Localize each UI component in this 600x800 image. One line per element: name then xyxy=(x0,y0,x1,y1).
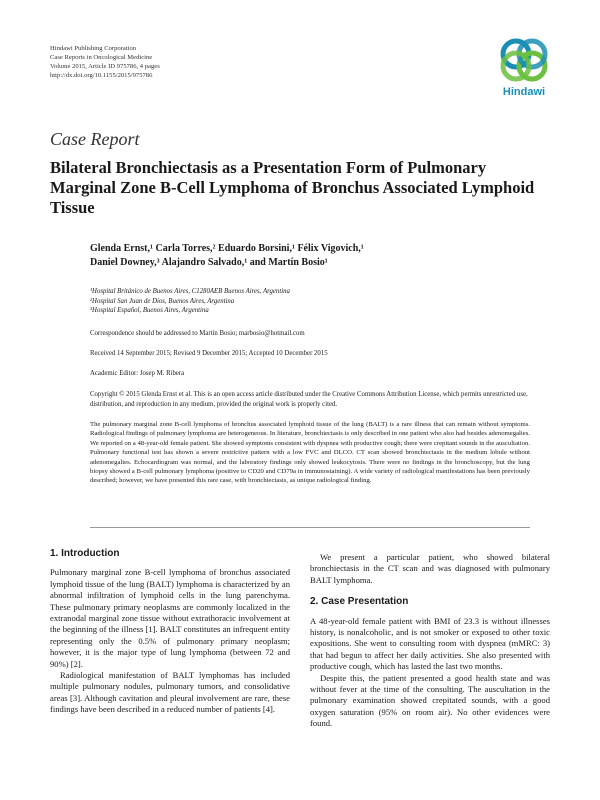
copyright-notice: Copyright © 2015 Glenda Ernst et al. This is an open access article distributed under the Creative Commons Attribution License, which permits unrestricted use, distribution, and reproduction in any medium, provided the original work is properly cited. xyxy=(90,391,528,408)
article-type: Case Report xyxy=(50,129,140,149)
authors-line-1: Glenda Ernst,¹ Carla Torres,² Eduardo Borsini,¹ Félix Vigovich,¹ xyxy=(90,243,364,254)
intro-paragraph-1: Pulmonary marginal zone B-cell lymphoma of bronchus associated lymphoid tissue of the lung (BALT) lymphoma is characterized by an abnormal infiltration of lymphoid cells in the lung parenchyma. These pulmonary primary neoplasms are commonly localized in the extranodal marginal zone tissue without extrathoracic involvement at the beginning of the illness [1]. BALT constitutes an infrequent entity representing only the 0.5% of pulmonary primary neoplasm; however, it is the major type of lung lymphoma (between 72 and 90%) [2]. xyxy=(50,567,290,669)
publisher: Hindawi Publishing Corporation xyxy=(50,45,137,52)
intro-paragraph-2: Radiological manifestation of BALT lymphomas has included multiple pulmonary nodules, pulmonary tumors, and consolidative areas [3]. Although cavitation and pleural involvement are rare, these findings have been described in a reduced number of patients [4]. xyxy=(50,670,290,715)
article-title: Bilateral Bronchiectasis as a Presentation Form of Pulmonary Marginal Zone B-Cell Lymphoma of Bronchus Associated Lymphoid Tissue xyxy=(50,158,535,217)
right-column xyxy=(310,552,550,730)
affiliation-3: ³Hospital Español, Buenos Aires, Argentina xyxy=(90,307,209,314)
divider xyxy=(90,527,530,528)
abstract: The pulmonary marginal zone B-cell lymphoma of bronchus associated lymphoid tissue of the lung (BALT) is a rare illness that can remain without symptoms. Radiological findings of pulmonary lymphoma are heterogeneous. In literature, bronchiectasis is only described in one patient who also had besides adenomegalies. We reported on a 48-year-old female patient. She showed symptoms consistent with dyspnea with productive cough; there were crepitant sounds in the auscultation. Pulmonary functional test has shown a severe restrictive pattern with a low FVC and DLCO. CT scan showed bronchiectasis in the medium lobule without adenomegalies. Echocardiogram was normal, and the laboratory findings only showed leukocytosis. There were no findings in the bronchoscopy, but the lung biopsy showed a B-cell pulmonary lymphoma (positive to CD20 and CD79a in immunostaining). A wide variety of radiological manifestations has been previously described; however, we have presented this rare case, with bronchiectasis, as unique radiological finding. xyxy=(90,421,530,485)
affiliations xyxy=(90,287,290,316)
right-paragraph-1: We present a particular patient, who showed bilateral bronchiectasis in the CT scan and was diagnosed with pulmonary BALT lymphoma. xyxy=(310,552,550,585)
author-list xyxy=(90,242,530,270)
case-heading: 2. Case Presentation xyxy=(310,596,409,608)
doi-link[interactable]: http://dx.doi.org/10.1155/2015/975786 xyxy=(50,72,153,79)
academic-editor: Academic Editor: Josep M. Ribera xyxy=(90,370,185,377)
journal-header xyxy=(50,44,160,80)
authors-line-2: Daniel Downey,³ Alajandro Salvado,¹ and Martín Bosio¹ xyxy=(90,257,328,268)
correspondence: Correspondence should be addressed to Martín Bosio; marbosio@hotmail.com xyxy=(90,330,305,337)
intro-heading: 1. Introduction xyxy=(50,548,120,559)
affiliation-2: ²Hospital San Juan de Dios, Buenos Aires, Argentina xyxy=(90,297,235,305)
left-column xyxy=(50,548,290,716)
volume-info: Volume 2015, Article ID 975786, 4 pages xyxy=(50,63,160,70)
affiliation-1: ¹Hospital Británico de Buenos Aires, C1280AEB Buenos Aires, Argentina xyxy=(90,288,290,295)
article-dates: Received 14 September 2015; Revised 9 December 2015; Accepted 10 December 2015 xyxy=(90,350,328,357)
journal-name: Case Reports in Oncological Medicine xyxy=(50,54,153,61)
logo-text: Hindawi xyxy=(502,86,546,98)
hindawi-logo-icon xyxy=(496,36,552,84)
hindawi-logo xyxy=(496,36,552,106)
case-paragraph-2: Despite this, the patient presented a good health state and was without fever at the time of the consulting. The auscultation in the pulmonary examination showed crepitated sounds, with a good oxygen saturation (95% on room air). No other evidences were found. xyxy=(310,672,550,729)
case-paragraph-1: A 48-year-old female patient with BMI of 23.3 is without illnesses history, is nonalcoholic, and is not smoker or exposed to other toxic expositions. She went to consulting room with dyspnea (mMRC: 3) that had begun to affect her daily activities. She also presented with productive cough, which has lasted the last two months. xyxy=(310,615,550,672)
